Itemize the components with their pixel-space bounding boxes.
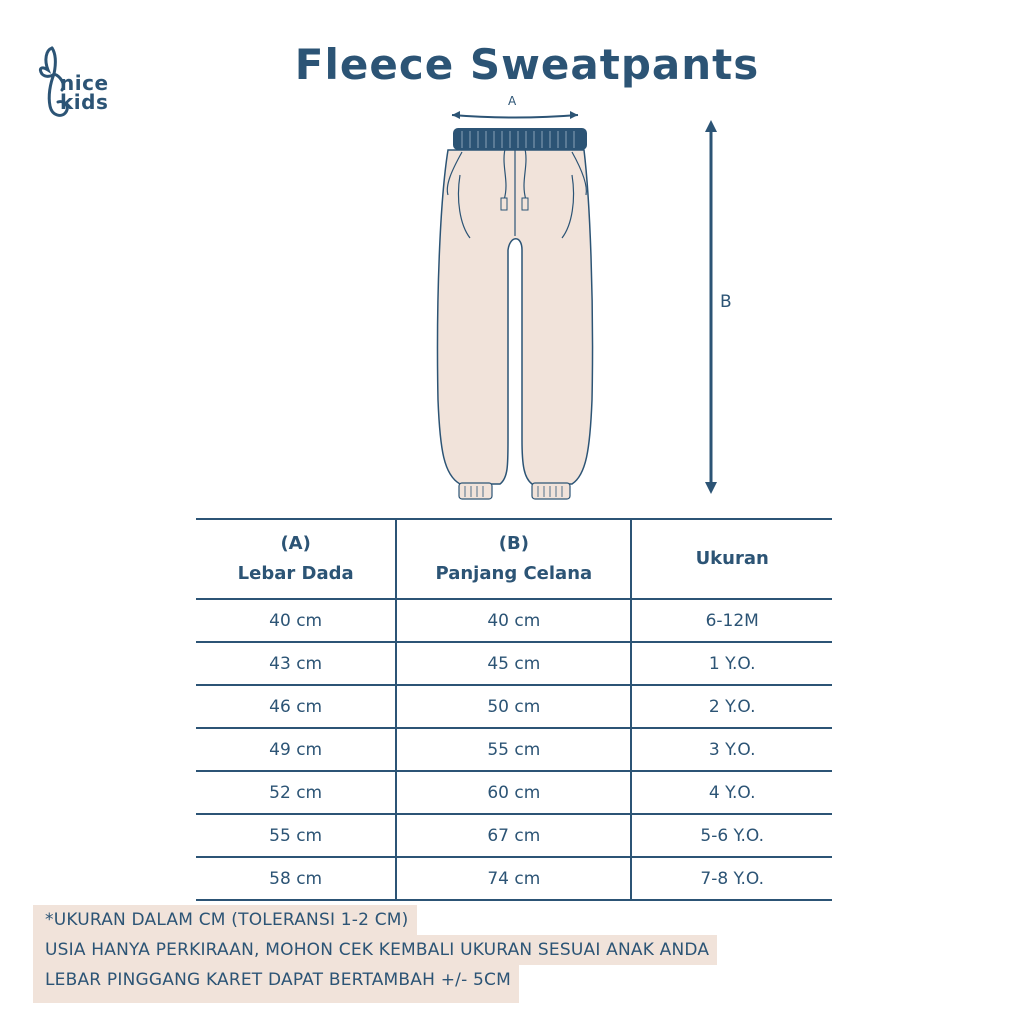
cell-panjang: 45 cm [396, 642, 631, 685]
cell-panjang: 60 cm [396, 771, 631, 814]
cell-panjang: 40 cm [396, 599, 631, 642]
table-row [196, 642, 832, 685]
cell-panjang: 67 cm [396, 814, 631, 857]
label-a: A [508, 94, 517, 108]
cell-lebar: 49 cm [196, 728, 396, 771]
note-waist-elastic: LEBAR PINGGANG KARET DAPAT BERTAMBAH +/- 5CM [33, 965, 519, 1003]
cell-lebar: 40 cm [196, 599, 396, 642]
cell-lebar: 46 cm [196, 685, 396, 728]
width-arrow-a [452, 111, 578, 119]
cell-lebar: 55 cm [196, 814, 396, 857]
cell-ukuran: 3 Y.O. [631, 728, 832, 771]
page-title: Fleece Sweatpants [294, 40, 760, 89]
logo-text-kids: kids [60, 90, 109, 114]
logo-text-nice: nice [60, 71, 109, 95]
cell-panjang: 50 cm [396, 685, 631, 728]
cell-ukuran: 4 Y.O. [631, 771, 832, 814]
cell-ukuran: 1 Y.O. [631, 642, 832, 685]
cell-ukuran: 6-12M [631, 599, 832, 642]
cell-lebar: 43 cm [196, 642, 396, 685]
cell-ukuran: 5-6 Y.O. [631, 814, 832, 857]
table-header-row [196, 519, 832, 599]
label-b: B [720, 292, 732, 312]
size-notes [33, 905, 717, 1003]
length-arrow-b [705, 120, 717, 494]
header-panjang-celana: (B) Panjang Celana [396, 519, 631, 599]
header-lebar-dada: (A) Lebar Dada [196, 519, 396, 599]
table-row [196, 599, 832, 642]
table-row [196, 728, 832, 771]
cell-ukuran: 2 Y.O. [631, 685, 832, 728]
table-row [196, 857, 832, 900]
table-row [196, 771, 832, 814]
size-chart-table [196, 518, 832, 901]
pants-illustration [437, 128, 592, 499]
table-row [196, 814, 832, 857]
header-ukuran: Ukuran [631, 519, 832, 599]
cell-ukuran: 7-8 Y.O. [631, 857, 832, 900]
cell-panjang: 74 cm [396, 857, 631, 900]
note-age-estimate: USIA HANYA PERKIRAAN, MOHON CEK KEMBALI UKURAN SESUAI ANAK ANDA [33, 935, 717, 965]
table-row [196, 685, 832, 728]
cell-panjang: 55 cm [396, 728, 631, 771]
cell-lebar: 58 cm [196, 857, 396, 900]
note-tolerance: *UKURAN DALAM CM (TOLERANSI 1-2 CM) [33, 905, 417, 935]
cell-lebar: 52 cm [196, 771, 396, 814]
